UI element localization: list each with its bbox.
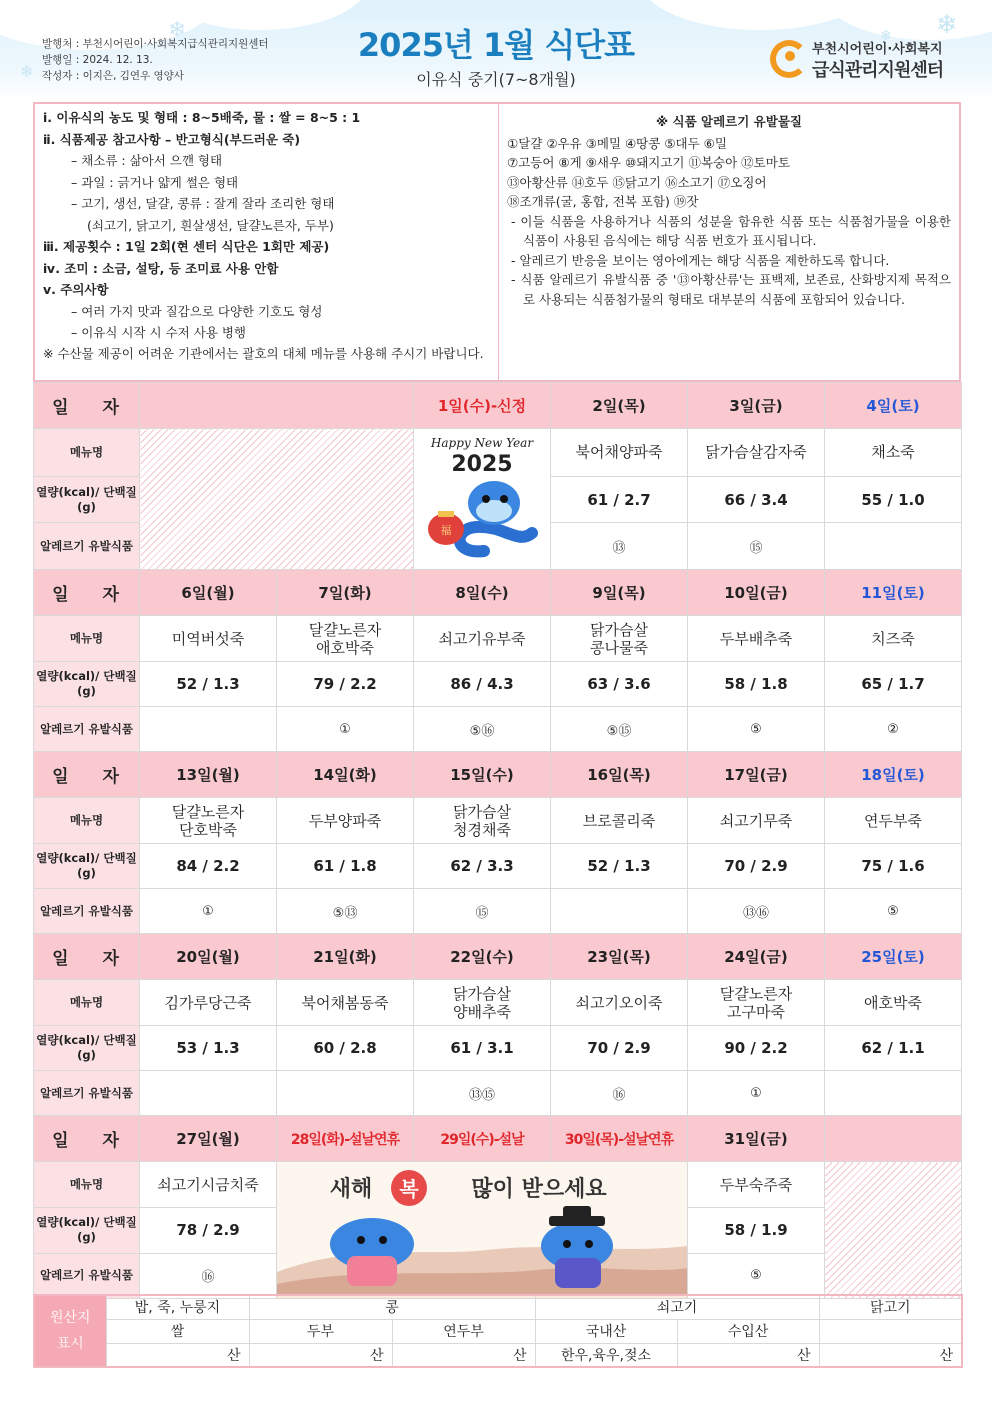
greeting-text-1: 새해	[329, 1177, 373, 1202]
table-row	[34, 383, 962, 429]
date-cell: 16일(목)	[551, 752, 688, 798]
menu-cell: 두부숙주죽	[688, 1162, 825, 1208]
table-row	[34, 798, 962, 844]
date-cell: 3일(금)	[688, 383, 825, 429]
kcal-cell: 65 / 1.7	[825, 662, 962, 707]
date-label: 일 자	[34, 752, 140, 798]
allergy-cell: ⑮	[414, 889, 551, 934]
allergy-cell	[551, 889, 688, 934]
kcal-label: 열량(kcal)/ 단백질(g)	[34, 1208, 140, 1253]
menu-label: 메뉴명	[34, 980, 140, 1026]
kcal-cell: 84 / 2.2	[140, 844, 277, 889]
allergy-cell: ⑯	[140, 1253, 277, 1298]
menu-cell: 쇠고기무죽	[688, 798, 825, 844]
kcal-cell: 58 / 1.9	[688, 1208, 825, 1253]
empty-cell	[825, 1162, 962, 1299]
origin-header-chicken: 닭고기	[819, 1295, 962, 1319]
kcal-cell: 70 / 2.9	[551, 1026, 688, 1071]
page-title: 2025년 1월 식단표	[357, 26, 635, 64]
origin-value: 한우,육우,젖소	[535, 1343, 677, 1367]
date-cell: 24일(금)	[688, 934, 825, 980]
menu-cell: 달걀노른자 고구마죽	[688, 980, 825, 1026]
kcal-label: 열량(kcal)/ 단백질(g)	[34, 662, 140, 707]
date-cell: 21일(화)	[277, 934, 414, 980]
menu-cell: 채소죽	[825, 429, 962, 477]
allergy-cell: ⑤	[688, 707, 825, 752]
date-cell: 2일(목)	[551, 383, 688, 429]
allergy-cell: ⑤⑮	[551, 707, 688, 752]
kcal-cell: 86 / 4.3	[414, 662, 551, 707]
kcal-cell: 66 / 3.4	[688, 476, 825, 523]
origin-sub-imported: 수입산	[677, 1319, 819, 1343]
menu-cell: 달걀노른자 단호박죽	[140, 798, 277, 844]
menu-cell: 닭가슴살감자죽	[688, 429, 825, 477]
table-row	[34, 934, 962, 980]
allergy-cell	[825, 1071, 962, 1116]
snowflake-icon: ❄	[936, 10, 958, 40]
fortune-pouch-text: 福	[440, 524, 452, 537]
year-text: 2025	[451, 452, 513, 477]
origin-label: 원산지 표시	[34, 1295, 106, 1367]
allergen-list-3: ⑬아황산류 ⑭호두 ⑮닭고기 ⑯소고기 ⑰오징어	[507, 174, 767, 190]
guide-protein-list: (쇠고기, 닭고기, 흰살생선, 달걀노른자, 두부)	[87, 217, 334, 233]
guide-fruits: – 과일 : 긁거나 얇게 썰은 형태	[71, 174, 239, 190]
origin-header-bean: 콩	[249, 1295, 535, 1319]
date-cell: 28일(화)-설날연휴	[277, 1116, 414, 1162]
allergy-label: 알레르기 유발식품	[34, 707, 140, 752]
date-label: 일 자	[34, 1116, 140, 1162]
publish-date: 발행일 : 2024. 12. 13.	[42, 54, 153, 66]
table-row	[34, 616, 962, 662]
allergy-label: 알레르기 유발식품	[34, 1253, 140, 1298]
table-row	[34, 1295, 962, 1319]
kcal-cell: 52 / 1.3	[551, 844, 688, 889]
menu-cell: 닭가슴살 양배추죽	[414, 980, 551, 1026]
menu-cell: 닭가슴살 콩나물죽	[551, 616, 688, 662]
guide-caution-1: – 여러 가지 맛과 질감으로 다양한 기호도 형성	[71, 303, 323, 319]
menu-cell: 쇠고기시금치죽	[140, 1162, 277, 1208]
allergy-cell: ②	[825, 707, 962, 752]
kcal-cell: 55 / 1.0	[825, 476, 962, 523]
new-year-text: Happy New Year	[430, 436, 534, 450]
kcal-cell: 75 / 1.6	[825, 844, 962, 889]
snowflake-icon: ❄	[880, 28, 892, 44]
kcal-cell: 62 / 3.3	[414, 844, 551, 889]
date-cell: 6일(월)	[140, 570, 277, 616]
allergy-cell	[140, 707, 277, 752]
origin-sub-tofu: 두부	[249, 1319, 392, 1343]
menu-cell: 달걀노른자 애호박죽	[277, 616, 414, 662]
allergy-cell	[825, 523, 962, 570]
page-subtitle: 이유식 중기(7~8개월)	[416, 70, 576, 89]
date-cell: 13일(월)	[140, 752, 277, 798]
date-cell: 14일(화)	[277, 752, 414, 798]
menu-cell: 두부양파죽	[277, 798, 414, 844]
date-cell: 10일(금)	[688, 570, 825, 616]
table-row	[34, 752, 962, 798]
date-cell: 23일(목)	[551, 934, 688, 980]
menu-cell: 김가루당근죽	[140, 980, 277, 1026]
snowflake-icon: ❄	[20, 62, 34, 81]
date-cell: 8일(수)	[414, 570, 551, 616]
date-cell: 4일(토)	[825, 383, 962, 429]
origin-value: 산	[249, 1343, 392, 1367]
kcal-cell: 70 / 2.9	[688, 844, 825, 889]
table-row	[34, 980, 962, 1026]
allergy-cell: ①	[140, 889, 277, 934]
menu-label: 메뉴명	[34, 429, 140, 477]
table-row	[34, 662, 962, 707]
allergy-cell: ⑬	[551, 523, 688, 570]
kcal-cell: 58 / 1.8	[688, 662, 825, 707]
menu-cell: 북어채봄동죽	[277, 980, 414, 1026]
origin-value: 산	[106, 1343, 249, 1367]
date-cell: 1일(수)-신정	[414, 383, 551, 429]
table-row	[34, 1071, 962, 1116]
menu-cell: 북어채양파죽	[551, 429, 688, 477]
guide-caution-2: – 이유식 시작 시 수저 사용 병행	[71, 325, 246, 340]
allergen-note-1: - 이들 식품을 사용하거나 식품의 성분을 함유한 식품 또는 식품첨가물을 이용한 식품이 사용된 음식에는 해당 식품 번호가 표시됩니다.	[511, 213, 951, 248]
kcal-label: 열량(kcal)/ 단백질(g)	[34, 844, 140, 889]
menu-label: 메뉴명	[34, 616, 140, 662]
menu-cell: 미역버섯죽	[140, 616, 277, 662]
fortune-badge-text: 복	[399, 1177, 419, 1201]
kcal-cell: 61 / 3.1	[414, 1026, 551, 1071]
logo-line-1: 부천시어린이·사회복지	[812, 42, 943, 57]
allergy-cell: ⑤⑬	[277, 889, 414, 934]
table-row	[34, 1116, 962, 1162]
feeding-guidelines	[35, 104, 499, 380]
origin-sub-rice: 쌀	[106, 1319, 249, 1343]
date-label: 일 자	[34, 570, 140, 616]
date-cell: 22일(수)	[414, 934, 551, 980]
menu-cell: 쇠고기유부죽	[414, 616, 551, 662]
guide-cautions: ⅴ. 주의사항	[43, 282, 109, 297]
kcal-cell: 61 / 2.7	[551, 476, 688, 523]
origin-value: 산	[819, 1343, 962, 1367]
menu-cell: 두부배추죽	[688, 616, 825, 662]
new-year-image	[414, 429, 551, 570]
origin-value: 산	[392, 1343, 535, 1367]
date-cell: 15일(수)	[414, 752, 551, 798]
allergy-cell: ①	[277, 707, 414, 752]
kcal-label: 열량(kcal)/ 단백질(g)	[34, 476, 140, 523]
allergy-cell: ⑬⑮	[414, 1071, 551, 1116]
kcal-cell: 60 / 2.8	[277, 1026, 414, 1071]
table-row	[34, 570, 962, 616]
kcal-cell: 52 / 1.3	[140, 662, 277, 707]
allergy-cell: ⑯	[551, 1071, 688, 1116]
menu-cell: 쇠고기오이죽	[551, 980, 688, 1026]
date-cell: 7일(화)	[277, 570, 414, 616]
publisher: 발행처 : 부천시어린이·사회복지급식관리지원센터	[42, 38, 269, 50]
date-cell: 30일(목)-설날연휴	[551, 1116, 688, 1162]
guide-seasoning: ⅳ. 조미 : 소금, 설탕, 등 조미료 사용 안함	[43, 260, 279, 276]
table-row	[34, 1162, 962, 1208]
allergy-cell: ⑤	[825, 889, 962, 934]
table-row	[34, 429, 962, 477]
menu-label: 메뉴명	[34, 798, 140, 844]
allergy-label: 알레르기 유발식품	[34, 523, 140, 570]
allergy-cell	[140, 1071, 277, 1116]
table-row	[34, 1026, 962, 1071]
date-cell: 17일(금)	[688, 752, 825, 798]
greeting-text-2: 많이 받으세요	[471, 1177, 607, 1202]
allergy-cell	[277, 1071, 414, 1116]
guide-frequency: ⅲ. 제공횟수 : 1일 2회(현 센터 식단은 1회만 제공)	[43, 239, 330, 254]
date-cell: 29일(수)-설날	[414, 1116, 551, 1162]
allergen-list-4: ⑱조개류(굴, 홍합, 전복 포함) ⑲잣	[507, 194, 699, 209]
kcal-cell: 90 / 2.2	[688, 1026, 825, 1071]
allergen-title: ※ 식품 알레르기 유발물질	[656, 114, 802, 129]
menu-cell: 치즈죽	[825, 616, 962, 662]
origin-header-beef: 쇠고기	[535, 1295, 819, 1319]
author: 작성자 : 이지은, 김연우 영양사	[42, 70, 184, 82]
guide-protein: – 고기, 생선, 달걀, 콩류 : 잘게 잘라 조리한 형태	[71, 196, 335, 211]
origin-table	[33, 1294, 963, 1368]
guide-vegetables: – 채소류 : 삶아서 으깬 형태	[71, 153, 223, 168]
menu-cell: 애호박죽	[825, 980, 962, 1026]
kcal-cell: 53 / 1.3	[140, 1026, 277, 1071]
table-row	[34, 707, 962, 752]
allergen-info	[499, 104, 959, 380]
allergen-note-3: - 식품 알레르기 유발식품 중 '⑬아황산류'는 표백제, 보존료, 산화방지제 목적으로 사용되는 식품첨가물의 형태로 대부분의 식품에 포함되어 있습니다.	[511, 272, 951, 307]
seafood-note: ※ 수산물 제공이 어려운 기관에서는 괄호의 대체 메뉴를 사용해 주시기 바랍니다.	[43, 345, 484, 361]
menu-table	[33, 382, 962, 1299]
menu-cell: 닭가슴살 청경채죽	[414, 798, 551, 844]
kcal-cell: 62 / 1.1	[825, 1026, 962, 1071]
table-row	[34, 844, 962, 889]
table-row	[34, 1343, 962, 1367]
kcal-cell: 61 / 1.8	[277, 844, 414, 889]
menu-cell: 연두부죽	[825, 798, 962, 844]
origin-value: 산	[677, 1343, 819, 1367]
header-banner	[0, 0, 992, 100]
date-label: 일 자	[34, 934, 140, 980]
snowflake-icon: ❄	[168, 18, 187, 43]
allergen-note-2: - 알레르기 반응을 보이는 영아에게는 해당 식품을 제한하도록 합니다.	[511, 252, 890, 268]
date-cell: 31일(금)	[688, 1116, 825, 1162]
kcal-cell: 79 / 2.2	[277, 662, 414, 707]
snake-new-year-illustration	[414, 429, 551, 565]
allergen-list-1: ①달걀 ②우유 ③메밀 ④땅콩 ⑤대두 ⑥밀	[507, 135, 727, 151]
allergy-cell: ⑮	[688, 523, 825, 570]
kcal-label: 열량(kcal)/ 단백질(g)	[34, 1026, 140, 1071]
seollal-image	[277, 1162, 688, 1299]
origin-sub-soft-tofu: 연두부	[392, 1319, 535, 1343]
table-row	[34, 1319, 962, 1343]
date-cell: 27일(월)	[140, 1116, 277, 1162]
allergy-cell: ⑬⑯	[688, 889, 825, 934]
allergy-cell: ⑤⑯	[414, 707, 551, 752]
date-cell: 20일(월)	[140, 934, 277, 980]
empty-cell	[140, 429, 414, 570]
allergy-label: 알레르기 유발식품	[34, 1071, 140, 1116]
date-cell: 25일(토)	[825, 934, 962, 980]
kcal-cell: 78 / 2.9	[140, 1208, 277, 1253]
allergy-cell: ①	[688, 1071, 825, 1116]
date-cell: 11일(토)	[825, 570, 962, 616]
logo-line-2: 급식관리지원센터	[812, 60, 944, 81]
center-logo	[770, 36, 980, 86]
date-cell: 18일(토)	[825, 752, 962, 798]
menu-cell: 브로콜리죽	[551, 798, 688, 844]
guidance-box	[33, 102, 961, 382]
origin-sub-domestic: 국내산	[535, 1319, 677, 1343]
date-label: 일 자	[34, 383, 140, 429]
origin-header-rice: 밥, 죽, 누룽지	[106, 1295, 249, 1319]
allergy-cell: ⑤	[688, 1253, 825, 1298]
table-row	[34, 889, 962, 934]
guide-consistency: ⅰ. 이유식의 농도 및 형태 : 8~5배죽, 물 : 쌀 = 8~5 : 1	[43, 110, 361, 125]
seollal-greeting-illustration	[277, 1162, 688, 1294]
kcal-cell: 63 / 3.6	[551, 662, 688, 707]
allergen-list-2: ⑦고등어 ⑧게 ⑨새우 ⑩돼지고기 ⑪복숭아 ⑫토마토	[507, 155, 790, 170]
allergy-label: 알레르기 유발식품	[34, 889, 140, 934]
menu-label: 메뉴명	[34, 1162, 140, 1208]
date-cell: 9일(목)	[551, 570, 688, 616]
guide-food-notes: ⅱ. 식품제공 참고사항 – 반고형식(부드러운 죽)	[43, 131, 301, 147]
